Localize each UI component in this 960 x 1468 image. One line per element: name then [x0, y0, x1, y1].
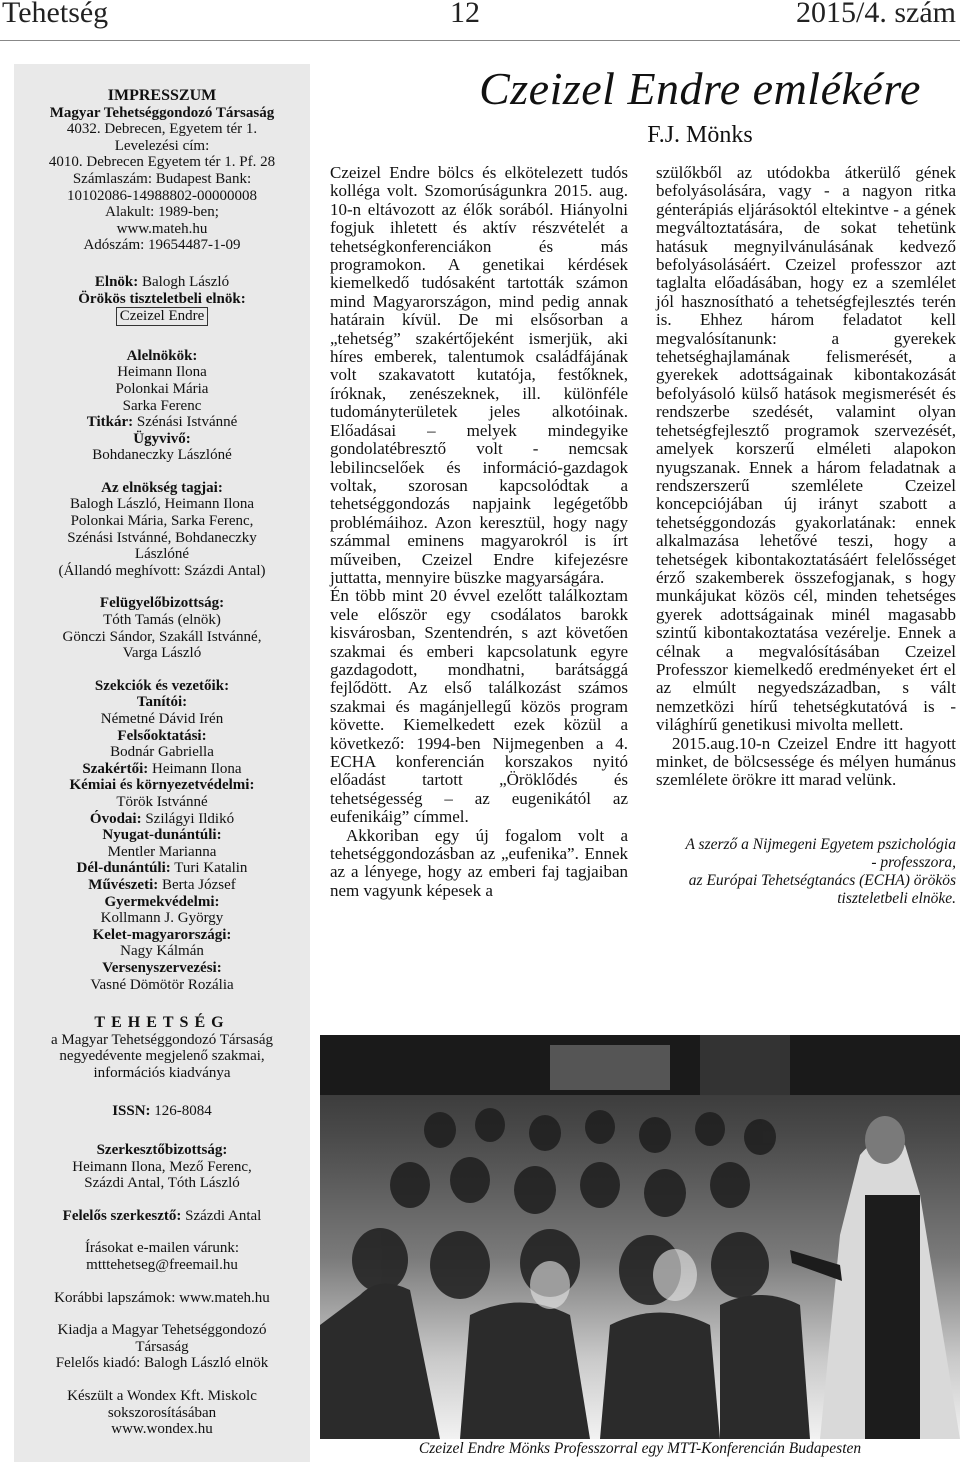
board: [18, 480, 306, 580]
article-author: F.J. Mönks: [647, 122, 753, 148]
tax: Adószám: 19654487-1-09: [83, 237, 241, 254]
vice-1: Heimann Ilona: [117, 364, 207, 381]
publisher-line: Kiadja a Magyar Tehetséggondozó: [57, 1322, 267, 1339]
issn-label: ISSN:: [112, 1103, 151, 1120]
page-number: 12: [450, 0, 480, 29]
article-column-1: [330, 164, 628, 900]
secretary: Szénási Istvánné: [136, 414, 238, 431]
section-label: Tanítói:: [136, 694, 188, 711]
note-line: tiszteletbeli elnöke.: [837, 889, 956, 907]
section-label: Gyermekvédelmi:: [104, 893, 220, 910]
publication-desc: negyedévente megjelenő szakmai,: [59, 1048, 265, 1065]
vice-3: Sarka Ferenc: [122, 397, 202, 414]
journal-name: Tehetség: [2, 0, 109, 29]
secretary-label: Titkár:: [86, 414, 134, 431]
section-label: Óvodai:: [89, 810, 142, 827]
section-leader: Kollmann J. György: [100, 910, 224, 927]
issn: [18, 1103, 306, 1120]
section-leader: Vasné Dömötör Rozália: [90, 976, 234, 993]
supervisory-line: Varga László: [122, 645, 202, 662]
board-label: Az elnökség tagjai:: [101, 479, 223, 496]
editor-name: Százdi Antal: [185, 1207, 262, 1224]
issue-number: 2015/4. szám: [796, 0, 956, 29]
section-label: Felsőoktatási:: [117, 727, 207, 744]
publisher-line: Társaság: [135, 1338, 189, 1355]
author-note: [656, 836, 956, 908]
supervisory: [18, 595, 306, 661]
sections-label: Szekciók és vezetőik:: [94, 677, 230, 694]
printer-line: Készült a Wondex Kft. Miskolc: [67, 1388, 257, 1404]
section-leader: Heimann Ilona: [152, 760, 242, 777]
submit-line: Írásokat e-mailen várunk:: [84, 1240, 240, 1257]
publisher: [18, 1322, 306, 1372]
header-rule: [0, 40, 960, 41]
honorary-label: Örökös tiszteletbeli elnök:: [78, 290, 246, 307]
note-line: az Európai Tehetségtanács (ECHA) örökös: [688, 871, 956, 889]
mail-label: Levelezési cím:: [114, 137, 210, 154]
section-leader: Török Istvánné: [116, 793, 208, 810]
section-leader: Nagy Kálmán: [120, 943, 204, 960]
org-name: Magyar Tehetséggondozó Társaság: [49, 104, 275, 121]
issn-number: 126-8084: [154, 1103, 212, 1120]
sections: [18, 678, 306, 993]
paragraph: Czeizel Endre bölcs és elkötelezett tudós kolléga volt. Szomorúságunkra 2015. aug. 10-n eltávozott az élők sorából. Hiányolni fogjuk ihletett és aktív részvételét a tehetségkonferenciákon és más programokon. A genetikai kérdések kiemelkedő tudósaként tartották számon mind Magyarországon, mind pedig annak határain kívül. De mi elsősorban a „tehetség” szakértőjeként ismerjük, aki híres emberek, talentumok családfájának volt szakavatott kutatója, festőknek, íróknak, zenészeknek, ill. különféle tudományterületek jeles alkotóinak. Előadásai – melyek mindegyike gondolatébresztő volt - nemcsak lebilincselőek és információ-gazdagok voltak, szorosan kapcsolódtak a tehetséggondozás napjaink legégetőbb problémáihoz. Azon keresztül, hogy nagy számmal eminens magyarokról is írt műveiben, Czeizel Endre kifejezésre juttatta, mennyire büszke magyarságára.: [330, 163, 628, 587]
vice-2: Polonkai Mária: [115, 380, 209, 397]
paragraph: 2015.aug.10-n Czeizel Endre itt hagyott minket, de bölcsessége és mélyen humánus szemlélete örökre itt marad velünk.: [656, 733, 956, 790]
impressum-heading: IMPRESSZUM: [107, 87, 217, 104]
paragraph: szülőkből az utódokba átkerülő gének befolyásolására, vagy - a nagyon ritka génterápiás eljárásoktól eltekintve - a gének megváltoztatására, de sokat tehetünk hatásuk megnyilvánulásának kedvező befolyásolásáért. Czeizel professzor azt taglalta előadásában, hogy ez a szemlélet jól hasznosítható a tehetségfejlesztés terén is. Ehhez három feladatot kell megvalósítanunk: a gyerekek tehetséghajlamának felismerését, a gyerekek adottságainak kibontakozását befolyásoló külső hatások megismerését és rendszerbe szedését, valamint olyan tehetségfejlesztő programok szervezését, amelyek korszerű elméleti alapokon nyugszanak. Ennek a három feladatnak a rendszerszerű szemlélete Czeizel koncepciójában új irányt szabott a tehetséggondozás gyakorlatának: ennek alkalmazása lehetővé teszi, hogy a tehetségek kibontakoztatásáért felelősséget érző szakemberek összefogjanak, s hogy munkájukat közös cél, minden tehetséges gyerek adottságainak minél magasabb szintű kibontakoztatása vezérelje. Ennek a célnak a megvalósításában Czeizel Professzor kiemelkedő eredményeket ért el az elmúlt negyedszázadban, s vált nemzetközi hírű tehetségkutatóvá is - világhírű genetikusi mivolta mellett.: [656, 163, 956, 735]
bank: Számlaszám: Budapest Bank:: [72, 170, 252, 187]
section-label: Művészeti:: [88, 876, 159, 893]
section-leader: Németné Dávid Irén: [100, 711, 224, 727]
board-line: Lászlóné: [134, 546, 190, 563]
printer-line: sokszorosításában: [107, 1404, 217, 1421]
section-label: Versenyszervezési:: [102, 959, 222, 976]
supervisory-label: Felügyelőbizottság:: [99, 595, 225, 612]
honorary-president: Czeizel Endre: [116, 307, 209, 326]
note-line: A szerző a Nijmegeni Egyetem pszichológia: [685, 835, 956, 853]
article-column-2: [656, 164, 956, 908]
board-line: Balogh László, Heimann Ilona: [69, 496, 255, 513]
counsel-label: Ügyvivő:: [133, 430, 191, 447]
section-label: Kelet-magyarországi:: [92, 926, 232, 943]
section-leader: Bodnár Gabriella: [110, 744, 214, 761]
editorial-label: Szerkesztőbizottság:: [96, 1142, 228, 1159]
paragraph: Akkoriban egy új fogalom volt a tehetséggondozásban az „eufenika”. Ennek az a lényege, hogy az emberi faj tagjaiban nem vagyunk képesek a: [330, 825, 628, 900]
photo-caption: Czeizel Endre Mönks Professzorral egy MTT-Konferencián Budapesten: [418, 1440, 862, 1457]
note-line: - professzora,: [871, 853, 956, 871]
board-line: Polonkai Mária, Sarka Ferenc,: [70, 513, 254, 530]
previous-issues: Korábbi lapszámok: www.mateh.hu: [54, 1289, 270, 1306]
section-leader: Berta József: [162, 876, 236, 893]
editor-label: Felelős szerkesztő:: [62, 1207, 182, 1224]
founded: Alakult: 1989-ben;: [105, 204, 219, 221]
section-label: Szakértői:: [82, 760, 149, 777]
web: www.mateh.hu: [116, 220, 208, 237]
publication-desc: információs kiadványa: [93, 1064, 231, 1081]
publication-title: TEHETSÉG: [94, 1014, 230, 1032]
address: 4032. Debrecen, Egyetem tér 1.: [66, 121, 258, 138]
printer: [18, 1388, 306, 1438]
account: 10102086-14988802-00000008: [67, 187, 257, 204]
publisher-line: Felelős kiadó: Balogh László elnök: [55, 1355, 269, 1372]
conference-photo: [320, 1035, 960, 1439]
editorial-line: Heimann Ilona, Mező Ferenc,: [72, 1158, 252, 1175]
mail-address: 4010. Debrecen Egyetem tér 1. Pf. 28: [48, 154, 276, 171]
photo-illustration: [320, 1035, 960, 1439]
section-label: Nyugat-dunántúli:: [102, 827, 222, 844]
printer-line: www.wondex.hu: [111, 1421, 213, 1438]
vice-presidents: [18, 348, 306, 464]
page-header: [0, 0, 960, 40]
publication-desc: a Magyar Tehetséggondozó Társaság: [50, 1031, 274, 1048]
section-leader: Turi Katalin: [174, 860, 248, 877]
section-leader: Mentler Marianna: [107, 843, 217, 860]
paragraph: Én több mint 20 évvel ezelőtt találkoztam vele először egy csodálatos barokk kisvárosban, Szentendrén, s azt követően szakmai és emberi kapcsolatunk egyre gazdagodott, mondhatni, barátsággá fejlődött. Az első találkozást számos szakmai és magánjellegű közös program követte. Kiemelkedett ezek közül a következő: 1994-ben Nijmegenben a 4. ECHA konferencián korszakos nyitó előadást tartott „Öröklődés és tehetségesség – az eugenikától az eufenikáig” címmel.: [330, 586, 628, 827]
impressum-box: [14, 64, 310, 1462]
submit-email: mtttehetseg@freemail.hu: [86, 1257, 238, 1274]
president: Balogh László: [142, 273, 230, 290]
section-label: Kémiai és környezetvédelmi:: [69, 777, 255, 794]
section-label: Dél-dunántúli:: [76, 860, 171, 877]
editor: [18, 1208, 306, 1225]
board-line: Szénási Istvánné, Bohdaneczky: [67, 529, 257, 546]
impressum-contact: [18, 88, 306, 254]
section-leader: Szilágyi Ildikó: [145, 810, 235, 827]
supervisory-line: Tóth Tamás (elnök): [103, 612, 221, 629]
submissions: [18, 1240, 306, 1273]
article-title: Czeizel Endre emlékére: [479, 63, 921, 114]
supervisory-line: Gönczi Sándor, Szakáll Istvánné,: [62, 628, 262, 645]
board-line: (Állandó meghívott: Százdi Antal): [58, 562, 266, 579]
vice-label: Alelnökök:: [126, 347, 198, 364]
publication: [18, 1015, 306, 1081]
editorial-line: Százdi Antal, Tóth László: [84, 1175, 240, 1192]
officers: [18, 274, 306, 326]
counsel: Bohdaneczky Lászlóné: [92, 447, 232, 464]
president-label: Elnök:: [94, 273, 139, 290]
editorial-board: [18, 1142, 306, 1192]
